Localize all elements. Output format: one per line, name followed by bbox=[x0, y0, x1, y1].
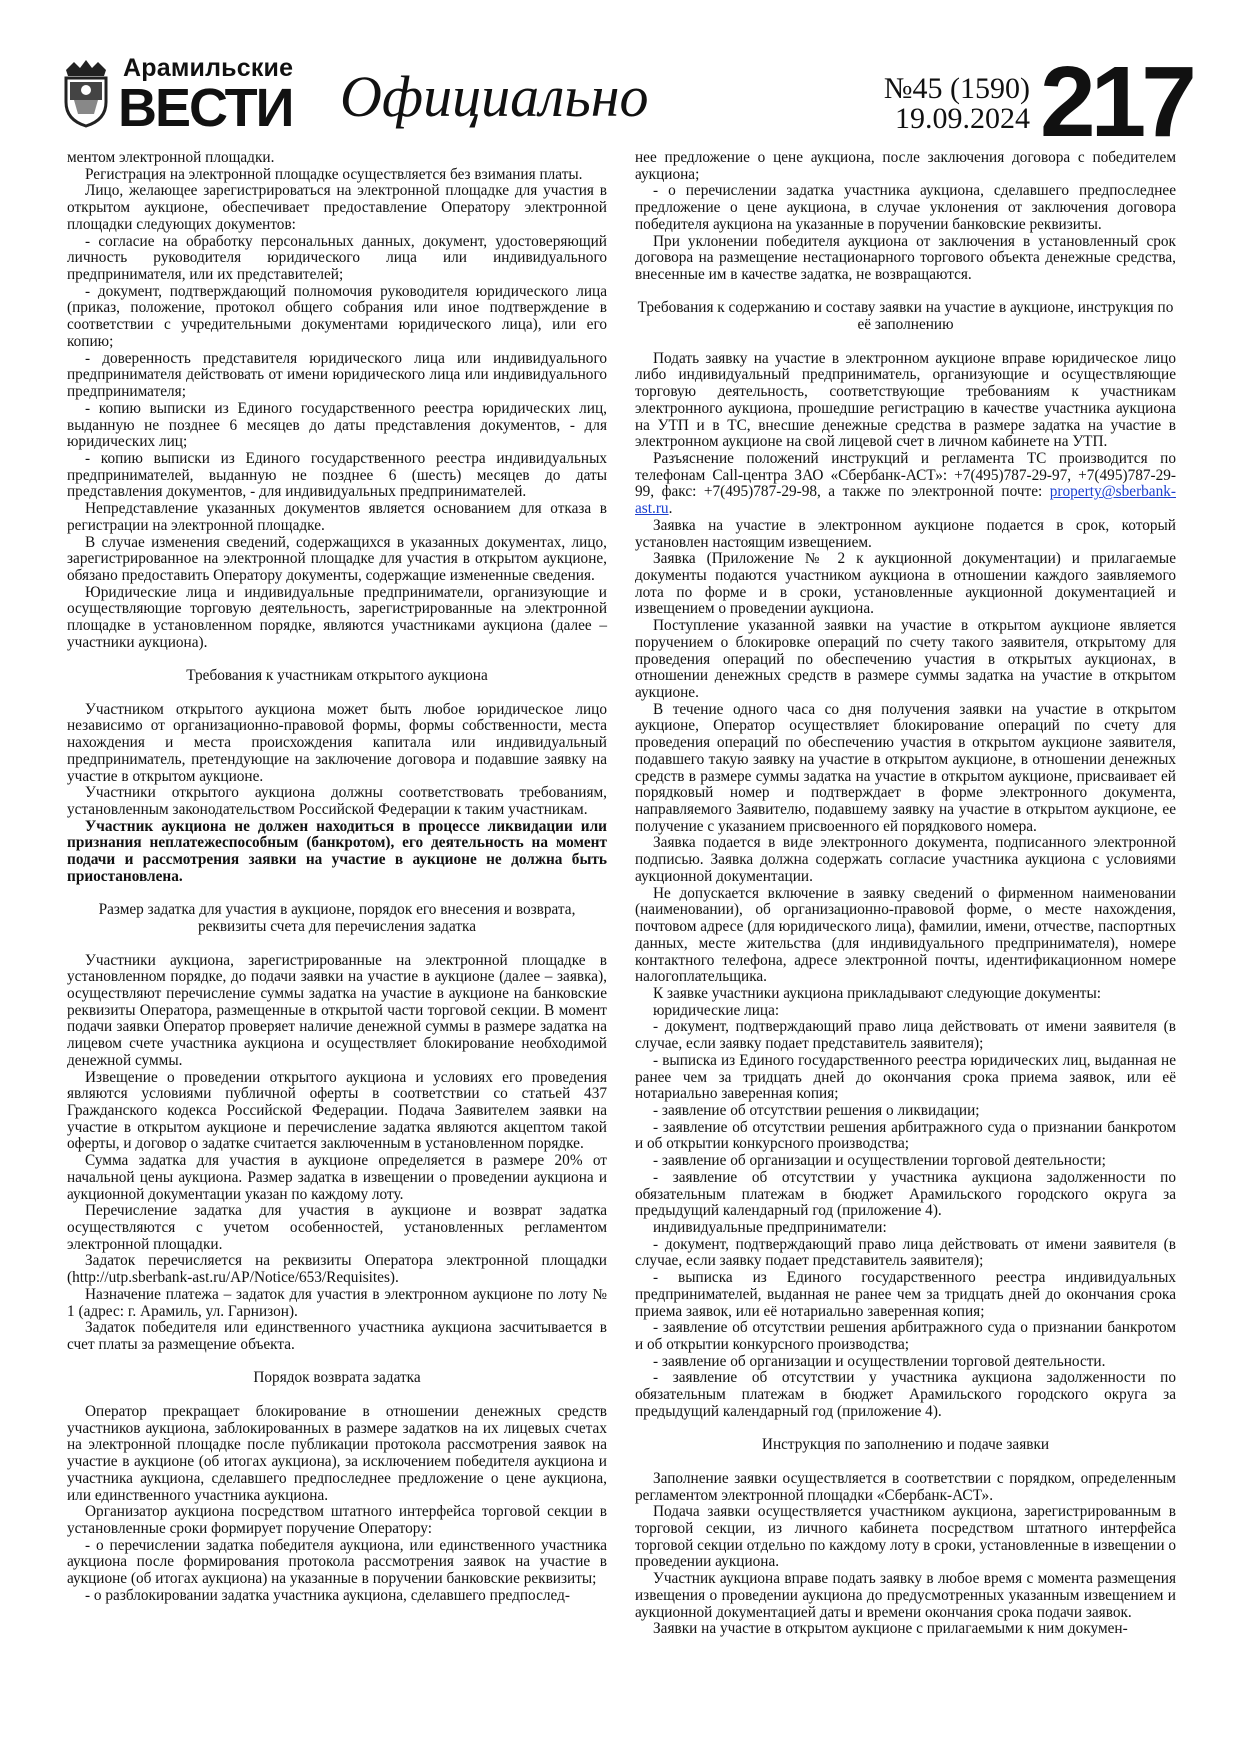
paragraph: - согласие на обработку персональных данных, документ, удостоверяющий личность руководителя юридического лица или индивидуального предпринимателя, или их представителей; bbox=[67, 232, 607, 284]
paragraph: - выписка из Единого государственного реестра юридических лиц, выданная не ранее чем за тридцать дней до окончания срока приема заявок, или её нотариально заверенная копия; bbox=[635, 1051, 1176, 1103]
paragraph: - документ, подтверждающий право лица действовать от имени заявителя (в случае, если заявку подает представитель заявителя); bbox=[635, 1018, 1176, 1053]
issue-date: 19.09.2024 bbox=[895, 102, 1030, 135]
paragraph: - выписка из Единого государственного реестра индивидуальных предпринимателей, выданная не ранее чем за тридцать дней до окончания срока приема заявок, или её нотариально заверенная копия; bbox=[635, 1269, 1176, 1320]
paragraph: Заполнение заявки осуществляется в соответствии с порядком, определенным регламентом электронной площадки «Сбербанк-АСТ». bbox=[635, 1469, 1176, 1504]
paragraph: - заявление об организации и осуществлении торговой деятельности; bbox=[653, 1152, 1106, 1170]
paragraph: ментом электронной площадки. bbox=[67, 149, 275, 166]
paragraph: Назначение платежа – задаток для участия в электронном аукционе по лоту № 1 (адрес: г. Арамиль, ул. Гарнизон). bbox=[67, 1285, 607, 1320]
paragraph: Заявка подается в виде электронного документа, подписанного электронной подписью. Заявка должна содержать согласие участника аукциона с условиями аукционной документации. bbox=[635, 834, 1176, 885]
paragraph: - о перечислении задатка участника аукциона, сделавшего предпоследнее предложение о цене аукциона, в случае уклонения от заключения договора победителя аукциона на указанные в поручении банковские реквизиты. bbox=[635, 182, 1176, 233]
paragraph: Подать заявку на участие в электронном аукционе вправе юридическое лицо либо индивидуальный предприниматель, организующие и осуществляющие торговую деятельность, соответствующие требованиям к участникам электронного аукциона, прошедшие регистрацию в качестве участника аукциона на УТП и в ТС, внесшие денежные средства в размере задатка на участие в электронном аукционе на свой лицевой счет в личном кабинете на УТП. bbox=[635, 349, 1176, 451]
paragraph: - заявление об отсутствии решения о ликвидации; bbox=[653, 1101, 980, 1119]
paragraph: - о перечислении задатка победителя аукциона, или единственного участника аукциона после формирования протокола рассмотрения заявок на участие в аукционе (об итогах аукциона) на указанные в поручении банковские реквизиты; bbox=[67, 1536, 607, 1588]
paragraph: - заявление об организации и осуществлении торговой деятельности. bbox=[653, 1352, 1106, 1370]
paragraph: Участники открытого аукциона должны соответствовать требованиям, установленным законодательством Российской Федерации к таким участникам. bbox=[67, 784, 607, 819]
paragraph: - документ, подтверждающий право лица действовать от имени заявителя (в случае, если заявку подает представитель заявителя); bbox=[635, 1235, 1176, 1270]
section-title: Официально bbox=[340, 64, 649, 129]
brand-line2: ВЕСТИ bbox=[118, 78, 293, 138]
email-link[interactable]: property@sberbank-ast.ru bbox=[635, 483, 1176, 518]
paragraph: Лицо, желающее зарегистрироваться на электронной площадке для участия в открытом аукционе, обеспечивает предоставление Оператору электронной площадки следующих документов: bbox=[67, 182, 607, 233]
paragraph: - доверенность представителя юридического лица или индивидуального предпринимателя действовать от имени юридического лица или индивидуального предпринимателя; bbox=[67, 349, 607, 401]
paragraph: Сумма задатка для участия в аукционе определяется в размере 20% от начальной цены аукциона. Размер задатка в извещении о проведении аукциона и аукционной документации указан по каждому лоту. bbox=[67, 1152, 607, 1203]
paragraph: В случае изменения сведений, содержащихся в указанных документах, лицо, зарегистрированное на электронной площадке для участия в открытом аукционе, обязано предоставить Оператору документы, содержащие измененные сведения. bbox=[67, 533, 607, 584]
paragraph: Задаток победителя или единственного участника аукциона засчитывается в счет платы за размещение объекта. bbox=[67, 1319, 607, 1354]
paragraph: Организатор аукциона посредством штатного интерфейса торговой секции в установленные сроки формирует поручение Оператору: bbox=[67, 1503, 607, 1537]
paragraph: Заявка (Приложение № 2 к аукционной документации) и прилагаемые документы подаются участником аукциона в отношении каждого заявляемого лота по форме и в сроки, установленные аукционной документацией и извещением о проведении аукциона. bbox=[635, 550, 1176, 618]
bold-text: Участник аукциона не должен находиться в процессе ликвидации или признания неплатежеспособным (банкротом), его деятельность на момент подачи и рассмотрения заявки на участие в аукционе не должна быть приостановлена. bbox=[67, 817, 607, 885]
paragraph: Участник аукциона вправе подать заявку в любое время с момента размещения извещения о проведении аукциона до предусмотренных указанным извещением и аукционной документацией даты и времени окончания срока подачи заявок. bbox=[635, 1570, 1176, 1621]
paragraph: К заявке участники аукциона прикладывают следующие документы: bbox=[653, 984, 1102, 1002]
brand-line1: Арамильские bbox=[123, 54, 294, 82]
paragraph: Регистрация на электронной площадке осуществляется без взимания платы. bbox=[85, 165, 583, 183]
paragraph: - копию выписки из Единого государственного реестра юридических лиц, выданную не позднее 6 месяцев до даты представления документов, - для юридических лиц; bbox=[67, 399, 607, 451]
section-heading: Порядок возврата задатка bbox=[253, 1369, 421, 1387]
paragraph: Заявка на участие в электронном аукционе подается в срок, который установлен настоящим извещением. bbox=[635, 516, 1176, 551]
paragraph: Поступление указанной заявки на участие в открытом аукционе является поручением о блокировке операций по счету такого заявителя, открытому для проведения операций по обеспечению участия в открытых аукционах, в отношении денежных средств в размере суммы задатка на участие в открытом аукционе. bbox=[635, 617, 1176, 701]
paragraph: При уклонении победителя аукциона от заключения в установленный срок договора на размещение нестационарного торгового объекта денежные средства, внесенные им в качестве задатка, не возвращаются. bbox=[635, 232, 1176, 284]
page-number: 217 bbox=[1040, 46, 1192, 158]
paragraph: нее предложение о цене аукциона, после заключения договора с победителем аукциона; bbox=[635, 149, 1176, 183]
paragraph: - заявление об отсутствии у участника аукциона задолженности по обязательным платежам в бюджет Арамильского городского округа за предыдущий календарный год (приложение 4). bbox=[635, 1168, 1176, 1220]
paragraph: - заявление об отсутствии решения арбитражного суда о признании банкротом и об открытии конкурсного производства; bbox=[635, 1118, 1176, 1153]
paragraph: Юридические лица и индивидуальные предприниматели, организующие и осуществляющие торговую деятельность, зарегистрированные на электронной площадке в установленном порядке, являются участниками аукциона (далее – участники аукциона). bbox=[67, 583, 607, 651]
contact-text: Разъяснение положений инструкций и регламента ТС производится по телефонам Call-центра ЗАО «Сбербанк-АСТ»: +7(495)787-29-97, +7(495)787-29-99, факс: +7(495)787-29-98, а также по электронной почте: bbox=[635, 449, 1176, 501]
paragraph: - заявление об отсутствии у участника аукциона задолженности по обязательным платежам в бюджет Арамильского городского округа за предыдущий календарный год (приложение 4). bbox=[635, 1369, 1176, 1420]
paragraph: Оператор прекращает блокирование в отношении денежных средств участников аукциона, заблокированных в размере задатков на их лицевых счетах на электронной площадке после публикации протокола рассмотрения заявок на участие в аукционе (об итогах аукциона), за исключением победителя аукциона и участника аукциона, сделавшего предпоследнее предложение о цене аукциона, или единственного участника аукциона. bbox=[67, 1402, 607, 1504]
section-heading: Требования к содержанию и составу заявки на участие в аукционе, инструкция по её заполнению bbox=[637, 299, 1174, 334]
paragraph: - заявление об отсутствии решения арбитражного суда о признании банкротом и об открытии конкурсного производства; bbox=[635, 1319, 1176, 1354]
paragraph: Перечисление задатка для участия в аукционе и возврат задатка осуществляются с учетом особенностей, установленных регламентом электронной площадки. bbox=[67, 1202, 607, 1253]
section-heading: Размер задатка для участия в аукционе, порядок его внесения и возврата, реквизиты счета для перечисления задатка bbox=[98, 901, 576, 936]
paragraph: индивидуальные предприниматели: bbox=[653, 1219, 887, 1236]
paragraph: Непредставление указанных документов является основанием для отказа в регистрации на электронной площадке. bbox=[67, 500, 607, 534]
paragraph: В течение одного часа со дня получения заявки на участие в открытом аукционе, Оператор осуществляет блокирование операций по счету для проведения операций по обеспечению участия в открытом аукционе заявителя, подавшего такую заявку на участие в открытом аукционе, в отношении денежных средств в размере суммы задатка на участие в открытом аукционе, присваивает ей порядковый номер и подтверждает в форме электронного документа, направляемого Заявителю, подавшему заявку на участие в открытом аукционе, ее получение с указанием присвоенного ей порядкового номера. bbox=[635, 700, 1176, 835]
coat-of-arms-icon bbox=[60, 56, 112, 128]
paragraph: Задаток перечисляется на реквизиты Оператора электронной площадки (http://utp.sberbank-ast.ru/AP/Notice/653/Requisites). bbox=[67, 1252, 607, 1287]
issue-number: №45 (1590) bbox=[883, 72, 1030, 105]
section-heading: Требования к участникам открытого аукциона bbox=[186, 667, 488, 685]
paragraph: - копию выписки из Единого государственного реестра индивидуальных предпринимателей, выданную не позднее 6 (шесть) месяцев до даты представления документов, - для индивидуальных предпринимателей. bbox=[67, 449, 607, 501]
right-column bbox=[635, 150, 1176, 1638]
paragraph: Участником открытого аукциона может быть любое юридическое лицо независимо от организационно-правовой формы, формы собственности, места нахождения и места происхождения капитала или индивидуальный предприниматель, претендующие на заключение договора и подавшие заявку на участие в открытом аукционе. bbox=[67, 700, 607, 785]
paragraph: - о разблокировании задатка участника аукциона, сделавшего предпослед- bbox=[85, 1586, 570, 1604]
contact-text-end: . bbox=[668, 500, 673, 518]
paragraph: Подача заявки осуществляется участником аукциона, зарегистрированным в торговой секции, из личного кабинета посредством штатного интерфейса торговой секции отдельно по каждому лоту в сроки, установленные в извещении о проведении аукциона. bbox=[635, 1503, 1176, 1571]
paragraph: Участники аукциона, зарегистрированные на электронной площадке в установленном порядке, до подачи заявки на участие в аукционе (далее – заявка), осуществляют перечисление суммы задатка на участие в аукционе на банковские реквизиты Оператора, размещенные в открытой части торговой секции. В момент подачи заявки Оператор проверяет наличие денежной суммы в размере задатка на лицевом счете участника аукциона и осуществляет блокирование необходимой денежной суммы. bbox=[67, 951, 607, 1069]
issue-info bbox=[860, 74, 1030, 134]
paragraph: юридические лица: bbox=[653, 1001, 780, 1019]
paragraph: Заявки на участие в открытом аукционе с прилагаемыми к ним докумен- bbox=[653, 1620, 1128, 1638]
bold-paragraph bbox=[67, 819, 607, 886]
paragraph: Не допускается включение в заявку сведений о фирменном наименовании (наименовании), об организационно-правовой форме, о месте нахождения, почтовом адресе (для юридического лица), фамилии, имени, отчестве, паспортных данных, месте жительства (для индивидуального предпринимателя), номере контактного телефона, адресе электронной почты, идентификационном номере налогоплательщика. bbox=[635, 884, 1176, 986]
paragraph bbox=[635, 451, 1176, 518]
paragraph: - документ, подтверждающий полномочия руководителя юридического лица (приказ, положение, протокол общего собрания или иное подтверждение в соответствии с учредительными документами юридического лица), или его копию; bbox=[67, 282, 607, 350]
newspaper-logo bbox=[60, 54, 294, 138]
section-heading: Инструкция по заполнению и подаче заявки bbox=[761, 1436, 1050, 1454]
paragraph: Извещение о проведении открытого аукциона и условиях его проведения являются условиями публичной оферты в соответствии со статьей 437 Гражданского кодекса Российской Федерации. Подача Заявителем заявки на участие в открытом аукционе и перечисление задатка являются акцептом такой оферты, и договор о задатке считается заключенным в установленном порядке. bbox=[67, 1068, 607, 1153]
left-column bbox=[67, 150, 607, 1605]
